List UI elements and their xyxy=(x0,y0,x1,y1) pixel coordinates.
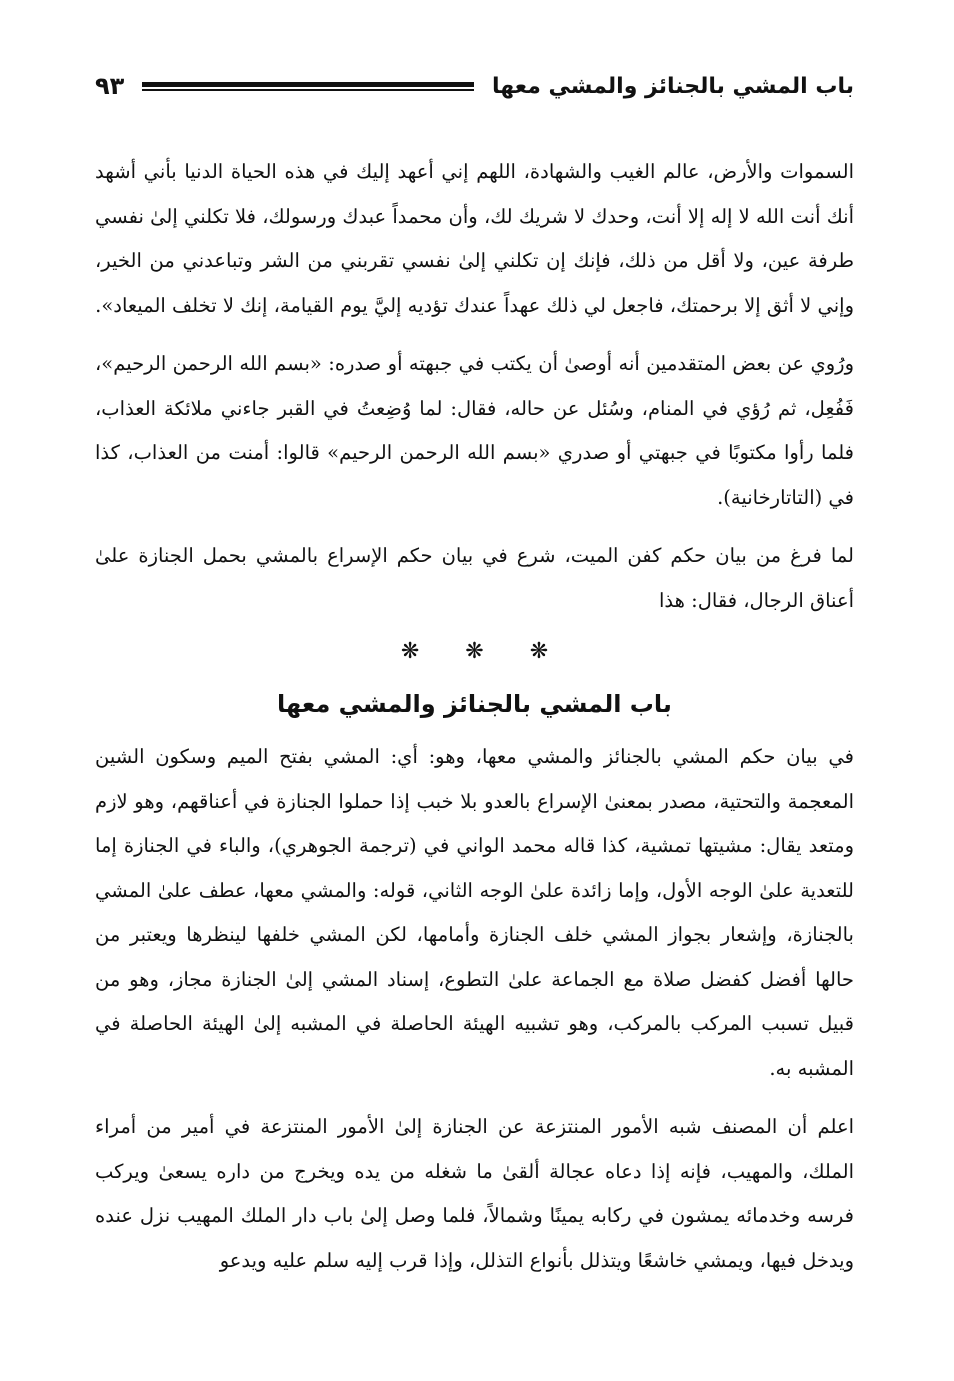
running-title: باب المشي بالجنائز والمشي معها xyxy=(492,73,854,99)
running-header xyxy=(95,60,854,112)
paragraph-prayer-end: السموات والأرض، عالم الغيب والشهادة، اللهم إني أعهد إليك في هذه الحياة الدنيا بأني أشهد أنك أنت الله لا إله إلا أنت، وحدك لا شريك لك، وأن محمداً عبدك ورسولك، فلا تكلني إلىٰ نفسي طرفة عين، ولا أقل من ذلك، فإنك إن تكلني إلىٰ نفسي تقربني من الشر وتباعدني من الخير، وإني لا أثق إلا برحمتك، فاجعل لي ذلك عهداً عندك تؤديه إليَّ يوم القيامة، إنك لا تخلف الميعاد». xyxy=(95,160,854,317)
paragraph-definition: في بيان حكم المشي بالجنائز والمشي معها، وهو: أي: المشي بفتح الميم وسكون الشين المعجمة والتحتية، مصدر بمعنىٰ الإسراع بالعدو بلا خبب إذا حملوا الجنازة في أعناقهم، وهو لازم ومتعد يقال: مشيتها تمشية، كذا قاله محمد الواني في (ترجمة الجوهري)، والباء في الجنازة إما للتعدية علىٰ الوجه الأول، وإما زائدة علىٰ الوجه الثاني، قوله: والمشي معها، عطف علىٰ المشي بالجنازة، وإشعار بجواز المشي خلف الجنازة وأمامها، لكن المشي خلفها لينظرها ويعتبر من حالها أفضل كفضل صلاة مع الجماعة علىٰ التطوع، إسناد المشي إلىٰ الجنازة مجاز، وهو من قبيل تسبب المركب بالمركب، وهو تشبيه الهيئة الحاصلة في المشبه إلىٰ الهيئة الحاصلة في المشبه به. xyxy=(95,745,854,1080)
paragraph-analogy: اعلم أن المصنف شبه الأمور المنتزعة عن الجنازة إلىٰ الأمور المنتزعة في أمير من أمراء الملك، والمهيب، فإنه إذا دعاه عجالة ألقىٰ ما شغله من يده ويخرج من داره يسعىٰ ويركب فرسه وخدمائه يمشون في ركابه يمينًا وشمالاً، فلما وصل إلىٰ باب دار الملك المهيب نزل عنده ويدخل فيها، ويمشي خاشعًا ويتذلل بأنواع التذلل، وإذا قرب إليه سلم عليه ويدعو xyxy=(95,1115,854,1272)
body-text xyxy=(95,150,854,1283)
page-number: ٩٣ xyxy=(95,72,125,100)
separator-star-icon: ❋ xyxy=(529,639,549,664)
section-heading: باب المشي بالجنائز والمشي معها xyxy=(277,690,672,718)
separator-star-icon: ❋ xyxy=(400,639,420,664)
section-separator xyxy=(95,637,854,667)
header-rule xyxy=(142,82,474,91)
paragraph-transition: لما فرغ من بيان حكم كفن الميت، شرع في بيان حكم الإسراع بالمشي بحمل الجنازة علىٰ أعناق الرجال، فقال: هذا xyxy=(95,544,854,612)
separator-star-icon: ❋ xyxy=(465,639,484,664)
paragraph-narration: ورُوي عن بعض المتقدمين أنه أوصىٰ أن يكتب في جبهته أو صدره: «بسم الله الرحمن الرحيم»، فَفُعِل، ثم رُؤي في المنام، وسُئل عن حاله، فقال: لما وُضِعتُ في القبر جاءني ملائكة العذاب، فلما رأوا مكتوبًا في جبهتي أو صدري «بسم الله الرحمن الرحيم» قالوا: أمنت من العذاب، كذا في (التاتارخانية). xyxy=(95,352,854,509)
